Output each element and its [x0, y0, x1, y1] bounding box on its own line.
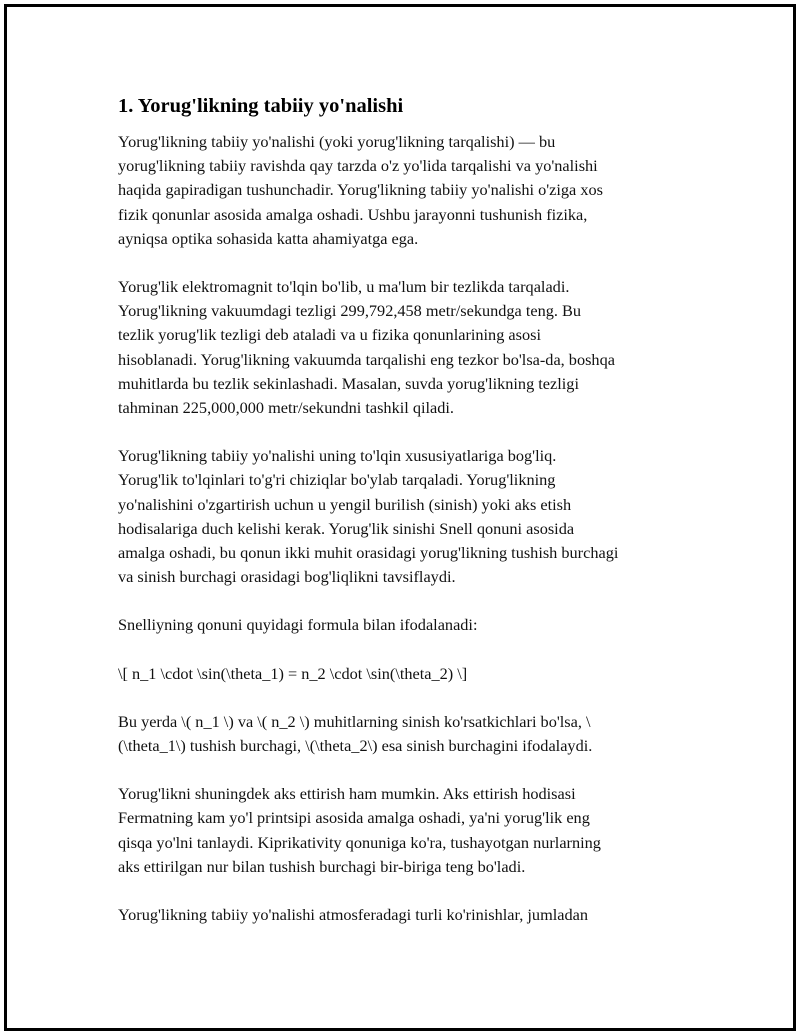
paragraph-intro: Yorug'likning tabiiy yo'nalishi (yoki yorug'likning tarqalishi) — bu yorug'likning tabiiy ravishda qay tarzda o'z yo'lida tarqalishi va yo'nalishi haqida gapiradigan tushunchadir. Yorug'likning tabiiy yo'nalishi o'ziga xos fizik qonunlar asosida amalga oshadi. Ushbu jarayonni tushunish fizika, ayniqsa optika sohasida katta ahamiyatga ega.: [118, 132, 603, 248]
paragraph-formula-explanation: Bu yerda \( n_1 \) va \( n_2 \) muhitlarning sinish ko'rsatkichlari bo'lsa, \ (\theta_1\) tushish burchagi, \(\theta_2\) esa sinish burchagini ifodalaydi.: [118, 711, 593, 756]
paragraph-reflection: Yorug'likni shuningdek aks ettirish ham mumkin. Aks ettirish hodisasi Fermatning kam yo'l printsipi asosida amalga oshadi, ya'ni yorug'lik eng qisqa yo'lni tanlaydi. Kiprikativity qonuniga ko'ra, tushayotgan nurlarning aks ettirilgan nur bilan tushish burchagi bir-biriga teng bo'ladi.: [118, 784, 601, 876]
paragraph-wave-properties: Yorug'likning tabiiy yo'nalishi uning to'lqin xususiyatlariga bog'liq. Yorug'lik to'lqinlari to'g'ri chiziqlar bo'ylab tarqaladi. Yorug'likning yo'nalishini o'zgartirish uchun u yengil burilish (sinish) yoki aks etish hodisalariga duch kelishi kerak. Yorug'lik sinishi Snell qonuni asosida amalga oshadi, bu qonun ikki muhit orasidagi yorug'likning tushish burchagi va sinish burchagi orasidagi bog'liqlikni tavsiflaydi.: [118, 446, 619, 587]
snell-formula: \[ n_1 \cdot \sin(\theta_1) = n_2 \cdot \sin(\theta_2) \]: [118, 663, 468, 683]
paragraph-light-speed: Yorug'lik elektromagnit to'lqin bo'lib, u ma'lum bir tezlikda tarqaladi. Yorug'likning vakuumdagi tezligi 299,792,458 metr/sekundga teng. Bu tezlik yorug'lik tezligi deb ataladi va u fizika qonunlarining asosi hisoblanadi. Yorug'likning vakuumda tarqalishi eng tezkor bo'lsa-da, boshqa muhitlarda bu tezlik sekinlashadi. Masalan, suvda yorug'likning tezligi tahminan 225,000,000 metr/sekundni tashkil qiladi.: [118, 277, 615, 418]
paragraph-snell-intro: Snelliyning qonuni quyidagi formula bilan ifodalanadi:: [118, 615, 478, 635]
paragraph-atmosphere: Yorug'likning tabiiy yo'nalishi atmosferadagi turli ko'rinishlar, jumladan: [118, 905, 588, 925]
document-body: [118, 92, 688, 951]
section-heading: 1. Yorug'likning tabiiy yo'nalishi: [118, 95, 404, 117]
